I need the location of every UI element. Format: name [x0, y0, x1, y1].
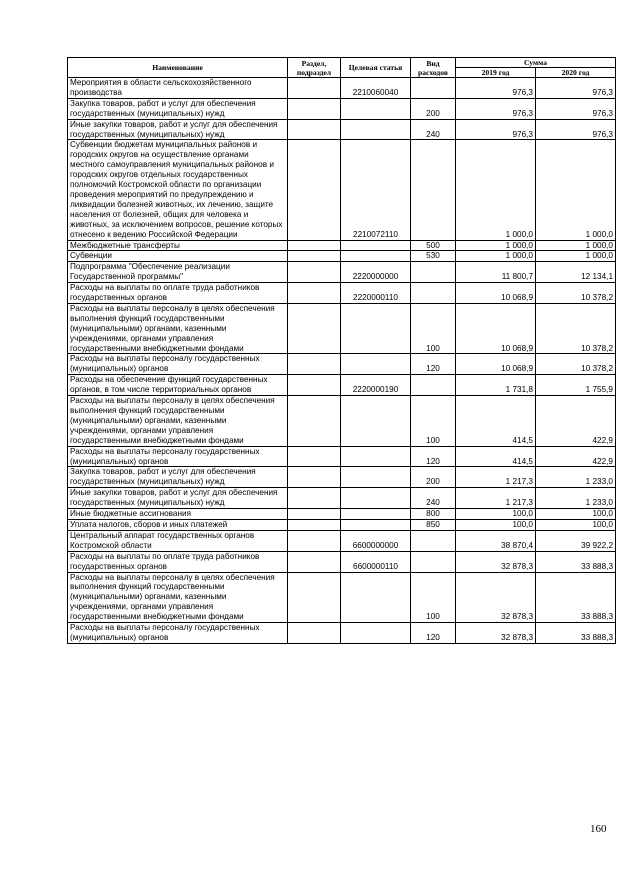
row-sum-2019: 32 878,3: [456, 572, 536, 623]
table-row: [68, 530, 616, 551]
row-sum-2019: 1 000,0: [456, 251, 536, 262]
row-target: [341, 354, 411, 375]
row-sum-2019: 976,3: [456, 98, 536, 119]
row-type: 530: [411, 251, 456, 262]
row-target: 6600000000: [341, 530, 411, 551]
row-sum-2019: 1 000,0: [456, 140, 536, 240]
row-target: [341, 98, 411, 119]
row-target: 2210072110: [341, 140, 411, 240]
row-section: [288, 488, 341, 509]
row-name: Уплата налогов, сборов и иных платежей: [68, 519, 288, 530]
row-type: 100: [411, 572, 456, 623]
row-sum-2019: 10 068,9: [456, 283, 536, 304]
row-sum-2019: 414,5: [456, 446, 536, 467]
table-row: [68, 623, 616, 644]
row-name: Подпрограмма "Обеспечение реализации Государственной программы": [68, 262, 288, 283]
row-section: [288, 98, 341, 119]
row-type: 120: [411, 623, 456, 644]
row-sum-2020: 1 000,0: [536, 251, 616, 262]
row-target: [341, 488, 411, 509]
table-row: [68, 396, 616, 447]
header-year-2020: 2020 год: [536, 68, 616, 78]
row-sum-2020: 33 888,3: [536, 572, 616, 623]
row-sum-2019: 100,0: [456, 509, 536, 520]
row-type: [411, 530, 456, 551]
table-row: [68, 572, 616, 623]
row-name: Расходы на обеспечение функций государственных органов, в том числе территориальных органов: [68, 375, 288, 396]
row-type: 100: [411, 303, 456, 354]
row-name: Закупка товаров, работ и услуг для обеспечения государственных (муниципальных) нужд: [68, 98, 288, 119]
header-name: Наименование: [68, 58, 288, 78]
row-sum-2020: 422,9: [536, 446, 616, 467]
row-target: 2210060040: [341, 78, 411, 99]
table-row: [68, 509, 616, 520]
row-sum-2020: 33 888,3: [536, 623, 616, 644]
row-target: [341, 240, 411, 251]
row-section: [288, 623, 341, 644]
row-target: [341, 519, 411, 530]
row-section: [288, 572, 341, 623]
row-sum-2020: 10 378,2: [536, 283, 616, 304]
header-target: Целевая статья: [341, 58, 411, 78]
row-sum-2020: 1 000,0: [536, 240, 616, 251]
table-header: [68, 58, 616, 78]
row-sum-2020: 976,3: [536, 78, 616, 99]
row-target: [341, 623, 411, 644]
row-section: [288, 551, 341, 572]
row-sum-2020: 10 378,2: [536, 303, 616, 354]
row-name: Иные закупки товаров, работ и услуг для обеспечения государственных (муниципальных) нужд: [68, 119, 288, 140]
row-sum-2020: 422,9: [536, 396, 616, 447]
row-sum-2019: 976,3: [456, 78, 536, 99]
row-section: [288, 467, 341, 488]
row-type: 240: [411, 488, 456, 509]
table-body: [68, 78, 616, 644]
row-target: [341, 509, 411, 520]
row-type: [411, 78, 456, 99]
row-type: [411, 262, 456, 283]
table-row: [68, 354, 616, 375]
row-target: [341, 446, 411, 467]
row-sum-2020: 39 922,2: [536, 530, 616, 551]
row-section: [288, 251, 341, 262]
row-sum-2020: 10 378,2: [536, 354, 616, 375]
row-type: [411, 283, 456, 304]
table-row: [68, 98, 616, 119]
row-name: Расходы на выплаты персоналу государственных (муниципальных) органов: [68, 446, 288, 467]
row-sum-2020: 100,0: [536, 519, 616, 530]
row-sum-2020: 1 233,0: [536, 467, 616, 488]
row-section: [288, 530, 341, 551]
row-section: [288, 240, 341, 251]
row-sum-2019: 100,0: [456, 519, 536, 530]
row-target: [341, 119, 411, 140]
row-sum-2020: 1 000,0: [536, 140, 616, 240]
table-row: [68, 78, 616, 99]
row-sum-2019: 11 800,7: [456, 262, 536, 283]
row-name: Расходы на выплаты персоналу государственных (муниципальных) органов: [68, 354, 288, 375]
header-section: Раздел, подраздел: [288, 58, 341, 78]
row-section: [288, 509, 341, 520]
table-row: [68, 551, 616, 572]
row-section: [288, 446, 341, 467]
row-type: 100: [411, 396, 456, 447]
row-target: [341, 467, 411, 488]
row-section: [288, 78, 341, 99]
row-name: Расходы на выплаты персоналу в целях обеспечения выполнения функций государственными (муниципальными) органами, казенными учреждениями, органами управления государственными внебюджетными фондами: [68, 396, 288, 447]
row-type: 850: [411, 519, 456, 530]
budget-table: [67, 57, 616, 644]
row-name: Расходы на выплаты персоналу в целях обеспечения выполнения функций государственными (муниципальными) органами, казенными учреждениями, органами управления государственными внебюджетными фондами: [68, 572, 288, 623]
row-section: [288, 519, 341, 530]
row-type: [411, 551, 456, 572]
row-type: 800: [411, 509, 456, 520]
row-sum-2020: 12 134,1: [536, 262, 616, 283]
table-row: [68, 519, 616, 530]
row-sum-2019: 976,3: [456, 119, 536, 140]
row-section: [288, 375, 341, 396]
row-sum-2019: 32 878,3: [456, 551, 536, 572]
row-section: [288, 354, 341, 375]
row-sum-2019: 38 870,4: [456, 530, 536, 551]
row-name: Межбюджетные трансферты: [68, 240, 288, 251]
row-type: 200: [411, 467, 456, 488]
table-row: [68, 488, 616, 509]
row-name: Иные бюджетные ассигнования: [68, 509, 288, 520]
row-name: Расходы на выплаты по оплате труда работников государственных органов: [68, 283, 288, 304]
table-row: [68, 283, 616, 304]
table-row: [68, 140, 616, 240]
row-target: 2220000190: [341, 375, 411, 396]
row-sum-2020: 33 888,3: [536, 551, 616, 572]
row-name: Иные закупки товаров, работ и услуг для обеспечения государственных (муниципальных) нужд: [68, 488, 288, 509]
row-type: 200: [411, 98, 456, 119]
row-sum-2019: 1 217,3: [456, 488, 536, 509]
header-sum: Сумма: [456, 58, 616, 68]
table-row: [68, 262, 616, 283]
row-sum-2019: 10 068,9: [456, 354, 536, 375]
row-sum-2020: 100,0: [536, 509, 616, 520]
row-target: 2220000000: [341, 262, 411, 283]
row-section: [288, 396, 341, 447]
row-target: 2220000110: [341, 283, 411, 304]
row-name: Мероприятия в области сельскохозяйственного производства: [68, 78, 288, 99]
row-section: [288, 283, 341, 304]
row-type: [411, 375, 456, 396]
row-sum-2019: 1 731,8: [456, 375, 536, 396]
table-row: [68, 240, 616, 251]
table-row: [68, 303, 616, 354]
row-section: [288, 303, 341, 354]
table-row: [68, 375, 616, 396]
row-sum-2020: 976,3: [536, 98, 616, 119]
row-sum-2019: 1 217,3: [456, 467, 536, 488]
row-sum-2019: 32 878,3: [456, 623, 536, 644]
row-name: Закупка товаров, работ и услуг для обеспечения государственных (муниципальных) нужд: [68, 467, 288, 488]
row-section: [288, 119, 341, 140]
row-target: [341, 396, 411, 447]
row-name: Субвенции: [68, 251, 288, 262]
row-section: [288, 140, 341, 240]
table-row: [68, 251, 616, 262]
row-name: Расходы на выплаты персоналу в целях обеспечения выполнения функций государственными (муниципальными) органами, казенными учреждениями, органами управления государственными внебюджетными фондами: [68, 303, 288, 354]
row-section: [288, 262, 341, 283]
table-row: [68, 467, 616, 488]
row-name: Субвенции бюджетам муниципальных районов и городских округов на осуществление органами местного самоуправления муниципальных районов и городских округов отдельных государственных полномочий Костромской области по организации проведения мероприятий по предупреждению и ликвидации болезней животных, их лечению, защите населения от болезней, общих для человека и животных, за исключением вопросов, решение которых отнесено к ведению Российской Федерации: [68, 140, 288, 240]
header-year-2019: 2019 год: [456, 68, 536, 78]
row-sum-2019: 1 000,0: [456, 240, 536, 251]
page-number: 160: [590, 823, 607, 835]
row-target: [341, 251, 411, 262]
row-name: Расходы на выплаты персоналу государственных (муниципальных) органов: [68, 623, 288, 644]
row-sum-2020: 1 233,0: [536, 488, 616, 509]
row-target: [341, 572, 411, 623]
row-sum-2020: 976,3: [536, 119, 616, 140]
header-type: Вид расходов: [411, 58, 456, 78]
table-row: [68, 119, 616, 140]
row-type: 240: [411, 119, 456, 140]
row-name: Центральный аппарат государственных органов Костромской области: [68, 530, 288, 551]
table-row: [68, 446, 616, 467]
row-type: 500: [411, 240, 456, 251]
row-target: 6600000110: [341, 551, 411, 572]
row-type: 120: [411, 354, 456, 375]
row-sum-2019: 414,5: [456, 396, 536, 447]
row-sum-2019: 10 068,9: [456, 303, 536, 354]
row-name: Расходы на выплаты по оплате труда работников государственных органов: [68, 551, 288, 572]
row-target: [341, 303, 411, 354]
row-type: [411, 140, 456, 240]
row-type: 120: [411, 446, 456, 467]
row-sum-2020: 1 755,9: [536, 375, 616, 396]
